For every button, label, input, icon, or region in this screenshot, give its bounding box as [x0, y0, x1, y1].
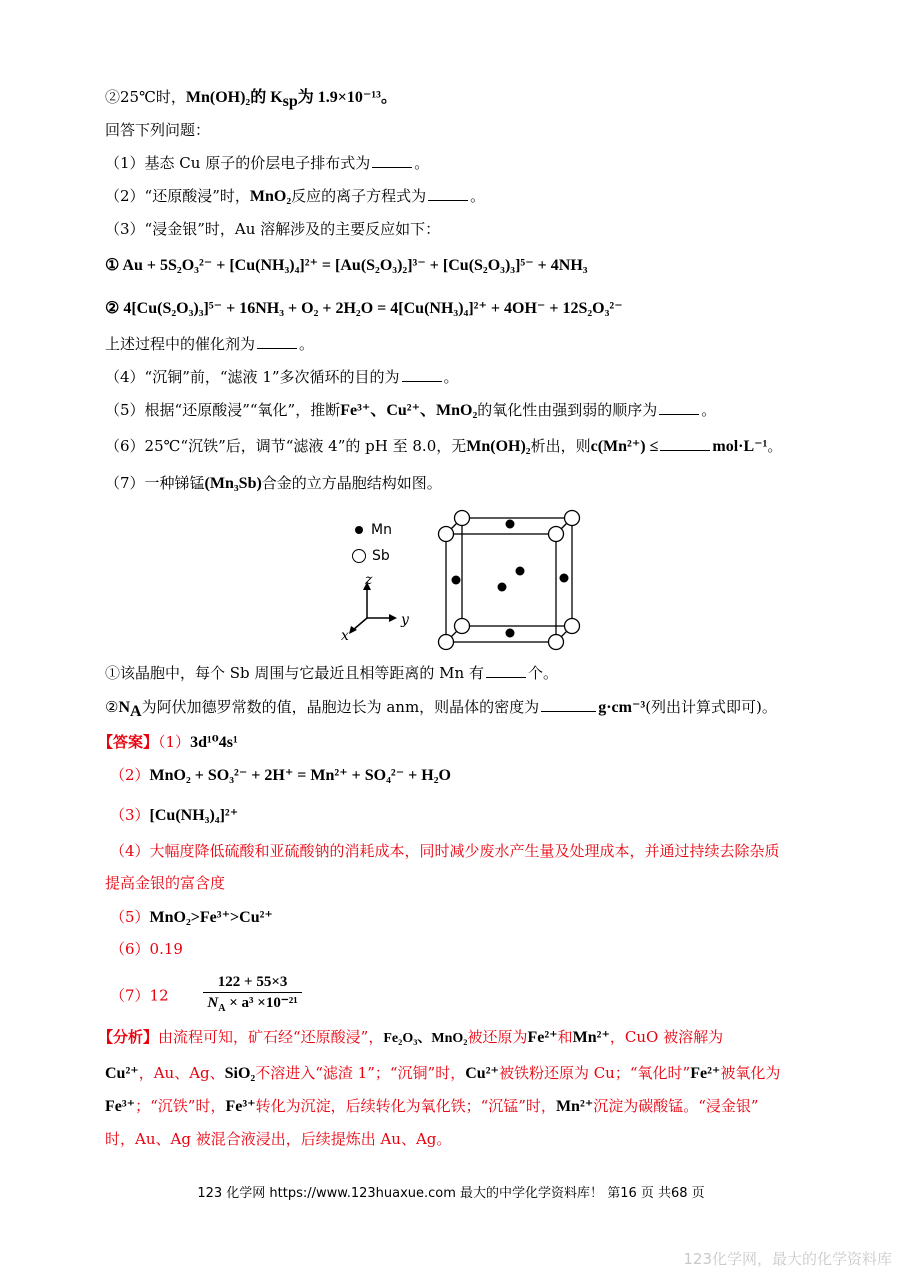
answer-6: （6）0.19 [110, 940, 183, 958]
axis-z-label: z [365, 572, 373, 588]
analysis-line3: Fe³⁺；“沉铁”时，Fe³⁺转化为沉淀，后续转化为氧化铁；“沉锰”时，Mn²⁺沉淀为碳酸锰。“浸金银” [105, 1097, 759, 1115]
condition-2: ②25℃时，Mn(OH)₂的 $K_{sp}$为 1.9×10⁻¹³。 [105, 88, 397, 110]
answer-2: （2）MnO₂ + SO₃²⁻ + 2H⁺ = Mn²⁺ + SO₄²⁻ + H₂O [110, 766, 451, 784]
sb-circle-icon [352, 549, 366, 563]
legend-mn: Mn [355, 522, 392, 538]
question-6: （6）25℃“沉铁”后，调节“滤液 4”的 pH 至 8.0，无Mn(OH)₂析出，则c(Mn²⁺) ≤ mol·L⁻¹。 [105, 437, 783, 455]
question-3: （3）“浸金银”时，Au 溶解涉及的主要反应如下： [105, 220, 441, 238]
catalyst-blank[interactable] [257, 334, 297, 349]
axis-x-label: x [341, 628, 349, 640]
question-7: （7）一种锑锰(Mn₃Sb)合金的立方晶胞结构如图。 [105, 474, 442, 492]
page-footer: 123 化学网 https://www.123huaxue.com 最大的中学化学资料库！ 第16 页 共68 页 [197, 1186, 705, 1201]
mn-dot-icon [355, 526, 363, 534]
watermark: 123化学网，最大的化学资料库 [683, 1250, 892, 1268]
density-fraction: $\frac{122 + 55\times 3}{N_A \times a^3 \times 10^{-21}}$ [203, 972, 301, 1019]
question-5: （5）根据“还原酸浸”“氧化”，推断Fe³⁺、Cu²⁺、MnO₂的氧化性由强到弱的顺序为 。 [105, 401, 717, 419]
answer-5: （5）MnO₂>Fe³⁺>Cu²⁺ [110, 908, 273, 926]
answer-4-line1: （4）大幅度降低硫酸和亚硫酸钠的消耗成本，同时减少废水产生量及处理成本，并通过持续去除杂质 [110, 842, 780, 860]
q1-blank[interactable] [372, 153, 412, 168]
answer-3: （3）[Cu(NH₃)₄]²⁺ [110, 806, 239, 824]
equation-1: ① Au + 5S₂O₃²⁻ + [Cu(NH₃)₄]²⁺ = [Au(S₂O₃)₂]³⁻ + [Cu(S₂O₃)₃]⁵⁻ + 4NH₃ [105, 257, 588, 274]
q2-blank[interactable] [428, 186, 468, 201]
q7a-blank[interactable] [486, 663, 526, 678]
equation-2: ② 4[Cu(S₂O₃)₃]⁵⁻ + 16NH₃ + O₂ + 2H₂O = 4[Cu(NH₃)₄]²⁺ + 4OH⁻ + 12S₂O₃²⁻ [105, 300, 623, 317]
answer-1: 【答案】（1）3d¹⁰4s¹ [98, 733, 238, 751]
answer-7: （7）12 $\frac{122 + 55\times 3}{N_A \times a^3 \times 10^{-21}}$ [110, 972, 862, 1019]
q7b-blank[interactable] [541, 697, 596, 712]
question-1: （1）基态 Cu 原子的价层电子排布式为 。 [105, 154, 430, 172]
analysis-line1: 【分析】由流程可知，矿石经“还原酸浸”，Fe₂O₃、MnO₂被还原为Fe²⁺和Mn²⁺，CuO 被溶解为 [98, 1028, 724, 1046]
question-7a: ①该晶胞中，每个 Sb 周围与它最近且相等距离的 Mn 有 个。 [105, 664, 558, 682]
legend-sb: Sb [352, 548, 390, 564]
answer-4-line2: 提高金银的富含度 [105, 874, 226, 892]
q6-blank[interactable] [660, 436, 710, 451]
question-4: （4）“沉铜”前，“滤液 1”多次循环的目的为 。 [105, 368, 459, 386]
axis-diagram [335, 570, 415, 640]
question-2: （2）“还原酸浸”时，MnO₂反应的离子方程式为 。 [105, 187, 486, 205]
q4-blank[interactable] [402, 367, 442, 382]
analysis-line2: Cu²⁺，Au、Ag、SiO₂不溶进入“滤渣 1”；“沉铜”时，Cu²⁺被铁粉还原为 Cu；“氧化时”Fe²⁺被氧化为 [105, 1064, 781, 1082]
analysis-line4: 时，Au、Ag 被混合液浸出，后续提炼出 Au、Ag。 [105, 1130, 452, 1148]
catalyst-question: 上述过程中的催化剂为 。 [105, 335, 315, 353]
question-7b: $②N_A$为阿伏加德罗常数的值，晶胞边长为 anm，则晶体的密度为 g·cm⁻³(列出计算式即可)。 [105, 698, 777, 720]
axis-y-label: y [401, 612, 409, 628]
crystal-cell-diagram [432, 505, 587, 655]
q5-blank[interactable] [659, 400, 699, 415]
answer-intro: 回答下列问题： [105, 121, 211, 139]
